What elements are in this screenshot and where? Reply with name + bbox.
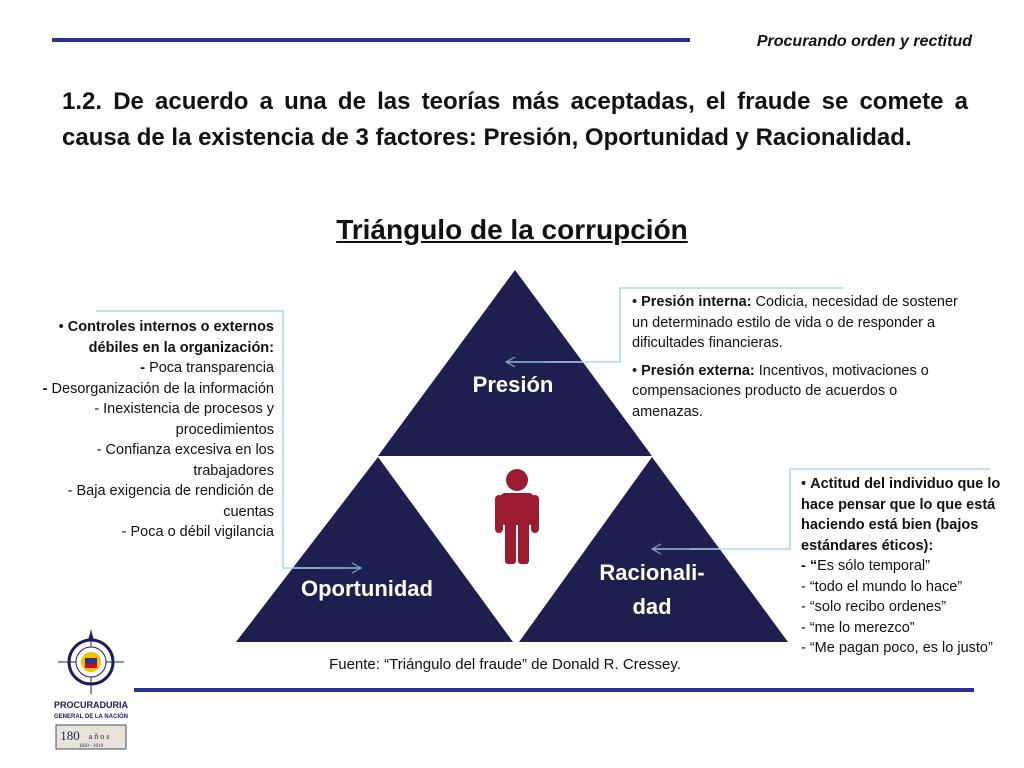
bottom-rule — [134, 688, 974, 692]
opportunity-item: - Confianza excesiva en los trabajadores — [96, 442, 274, 479]
attitude-item: - “Me pagan poco, es lo justo” — [801, 640, 993, 656]
logo-years-number: 180 — [60, 728, 80, 743]
internal-pressure-text: Codicia, necesidad de sostener un determinado estilo de vida o de responder a dificultades financieras. — [632, 294, 958, 351]
attitude-item: - “me lo merezco” — [801, 619, 915, 636]
rationalization-label-line1: Racionali- — [599, 560, 705, 585]
external-pressure-label: Presión externa: — [641, 362, 755, 379]
rationalization-description — [801, 474, 1023, 659]
opportunity-item: - Inexistencia de procesos y procedimientos — [94, 401, 274, 438]
attitude-item: - “solo recibo ordenes” — [801, 599, 947, 615]
bullet: • — [58, 319, 68, 335]
slide-heading: 1.2. De acuerdo a una de las teorías más aceptadas, el fraude se comete a causa de la existencia de 3 factores: Presión, Oportunidad y Racionalidad. — [62, 88, 968, 151]
person-icon — [495, 469, 539, 564]
opportunity-item: - Poca o débil vigilancia — [121, 524, 274, 540]
diagram-title: Triángulo de la corrupción — [336, 214, 688, 245]
opportunity-item: - Baja exigencia de rendición de cuentas — [67, 483, 274, 520]
item-dash: - — [42, 380, 52, 397]
opportunity-triangle — [236, 457, 513, 642]
internal-pressure-label: Presión interna: — [641, 294, 752, 310]
header-tagline: Procurando orden y rectitud — [756, 33, 972, 50]
opportunity-description — [20, 317, 274, 543]
opportunity-heading-text: Controles internos o externos débiles en la organización: — [67, 319, 274, 356]
opportunity-heading — [20, 317, 274, 358]
pressure-label: Presión — [472, 372, 554, 397]
item-dash: - — [140, 360, 150, 376]
pressure-description — [632, 292, 962, 429]
logo-line1: PROCURADURIA — [54, 700, 128, 710]
logo-line2: GENERAL DE LA NACIÓN — [53, 714, 129, 720]
attitude-item — [801, 556, 1023, 577]
opportunity-label: Oportunidad — [301, 576, 433, 601]
logo-years-range: 1830 - 2010 — [78, 744, 104, 749]
logo-years-word: años — [88, 732, 112, 741]
attitude-heading-text: Actitud del individuo que lo hace pensar que lo que está haciendo está bien (bajos estándares éticos): — [801, 476, 1001, 554]
procuraduria-logo — [52, 628, 130, 754]
external-pressure-text: Incentivos, motivaciones o compensaciones producto de acuerdos o amenazas. — [632, 362, 929, 420]
item-text: Poca transparencia — [149, 360, 274, 376]
compass-emblem-icon — [58, 630, 124, 694]
source-citation: Fuente: “Triángulo del fraude” de Donald R. Cressey. — [329, 656, 681, 673]
opportunity-item — [20, 379, 274, 400]
internal-pressure: • Presión interna: Codicia, necesidad de sostener un determinado estilo de vida o de responder a dificultades financieras. — [632, 294, 958, 351]
item-text: Desorganización de la información — [51, 380, 274, 397]
attitude-item: - “todo el mundo lo hace” — [801, 578, 963, 595]
attitude-heading: • Actitud del individuo que lo hace pensar que lo que está haciendo está bien (bajos estándares éticos): — [801, 476, 1001, 554]
rationalization-label-line2: dad — [632, 594, 672, 619]
opportunity-item — [20, 358, 274, 379]
item-text: Es sólo temporal” — [817, 558, 930, 574]
item-prefix: - “ — [801, 558, 818, 574]
external-pressure: • Presión externa: Incentivos, motivaciones o compensaciones producto de acuerdos o amenazas. — [632, 362, 929, 420]
pressure-triangle — [378, 270, 652, 456]
